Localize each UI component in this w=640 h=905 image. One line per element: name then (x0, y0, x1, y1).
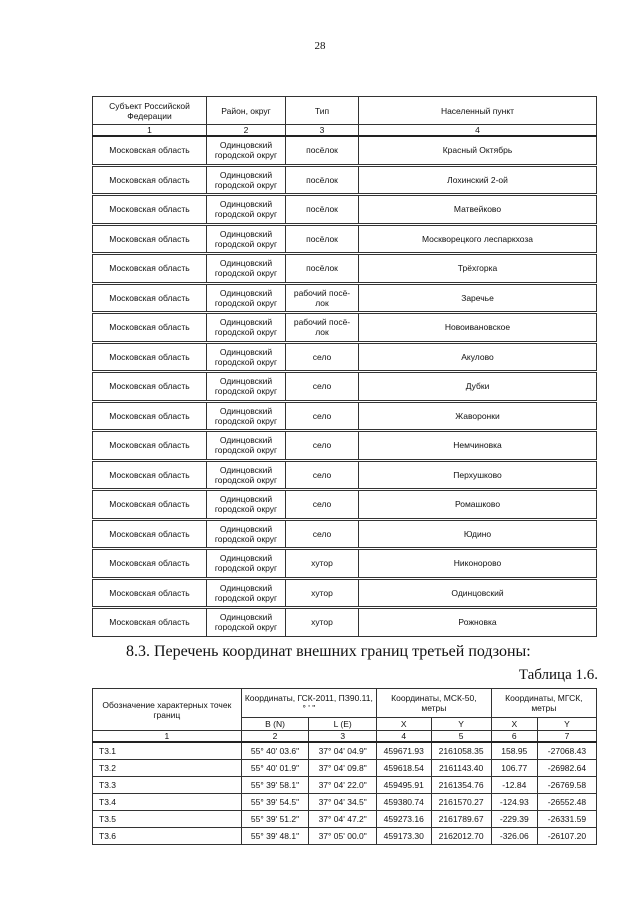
table-row (93, 314, 597, 342)
section-heading: 8.3. Перечень координат внешних границ третьей подзоны: (126, 643, 531, 660)
cell-district: Одинцовский городской округ (207, 432, 286, 460)
table-row (93, 811, 597, 828)
table-row (93, 794, 597, 811)
cell-type: село (286, 343, 359, 371)
cell-type: рабочий посё-лок (286, 284, 359, 312)
cell-subject: Московская область (93, 373, 207, 401)
cell-subject: Московская область (93, 136, 207, 164)
cell-type: рабочий посё-лок (286, 314, 359, 342)
cell-point: Т3.5 (93, 811, 242, 828)
cell-settlement: Заречье (359, 284, 597, 312)
table-row (93, 491, 597, 519)
cell-type: хутор (286, 609, 359, 637)
cell-point: Т3.3 (93, 777, 242, 794)
cell-coordinate: 37° 04' 22.0" (309, 777, 377, 794)
cell-subject: Московская область (93, 255, 207, 283)
cell-subject: Московская область (93, 196, 207, 224)
table-row (93, 742, 597, 760)
cell-settlement: Одинцовский (359, 579, 597, 607)
table-row (93, 284, 597, 312)
cell-type: посёлок (286, 136, 359, 164)
cell-coordinate: -26331.59 (537, 811, 596, 828)
cell-subject: Московская область (93, 284, 207, 312)
table-row (93, 550, 597, 578)
cell-subject: Московская область (93, 550, 207, 578)
cell-coordinate: 158.95 (491, 742, 537, 760)
column-number: 2 (207, 125, 286, 137)
cell-type: село (286, 461, 359, 489)
column-number: 2 (241, 731, 309, 743)
cell-subject: Московская область (93, 491, 207, 519)
table-row (93, 225, 597, 253)
cell-settlement: Красный Октябрь (359, 136, 597, 164)
cell-point: Т3.1 (93, 742, 242, 760)
cell-coordinate: -124.93 (491, 794, 537, 811)
cell-settlement: Матвейково (359, 196, 597, 224)
cell-coordinate: 55° 40' 01.9" (241, 760, 309, 777)
header-settlement: Населенный пункт (359, 97, 597, 125)
cell-coordinate: 55° 40' 03.6" (241, 742, 309, 760)
cell-subject: Московская область (93, 402, 207, 430)
cell-coordinate: 2161789.67 (431, 811, 491, 828)
table-row (93, 760, 597, 777)
cell-settlement: Рожновка (359, 609, 597, 637)
cell-district: Одинцовский городской округ (207, 284, 286, 312)
subheader: Y (431, 718, 491, 731)
table-row (93, 520, 597, 548)
table-label: Таблица 1.6. (518, 667, 598, 683)
subheader: L (E) (309, 718, 377, 731)
cell-subject: Московская область (93, 520, 207, 548)
cell-coordinate: 459273.16 (377, 811, 431, 828)
cell-subject: Московская область (93, 579, 207, 607)
cell-district: Одинцовский городской округ (207, 196, 286, 224)
cell-coordinate: 37° 05' 00.0" (309, 828, 377, 845)
cell-district: Одинцовский городской округ (207, 491, 286, 519)
cell-coordinate: 55° 39' 54.5" (241, 794, 309, 811)
cell-settlement: Никонорово (359, 550, 597, 578)
cell-settlement: Жаворонки (359, 402, 597, 430)
subheader: X (377, 718, 431, 731)
column-number: 6 (491, 731, 537, 743)
cell-coordinate: -229.39 (491, 811, 537, 828)
cell-district: Одинцовский городской округ (207, 373, 286, 401)
cell-district: Одинцовский городской округ (207, 579, 286, 607)
cell-coordinate: -12.84 (491, 777, 537, 794)
header-msk: Координаты, МСК-50, метры (377, 689, 492, 718)
cell-subject: Московская область (93, 343, 207, 371)
cell-type: посёлок (286, 166, 359, 194)
cell-point: Т3.2 (93, 760, 242, 777)
cell-coordinate: 459173.30 (377, 828, 431, 845)
cell-coordinate: 2161354.76 (431, 777, 491, 794)
cell-type: хутор (286, 550, 359, 578)
page-number: 28 (314, 40, 326, 52)
column-number: 3 (309, 731, 377, 743)
subheader: B (N) (241, 718, 309, 731)
column-number: 1 (93, 125, 207, 137)
table-row (93, 828, 597, 845)
cell-subject: Московская область (93, 461, 207, 489)
cell-type: село (286, 432, 359, 460)
cell-coordinate: 55° 39' 58.1" (241, 777, 309, 794)
table-row (93, 343, 597, 371)
cell-coordinate: 459495.91 (377, 777, 431, 794)
cell-district: Одинцовский городской округ (207, 136, 286, 164)
table-row (93, 255, 597, 283)
subheader: Y (537, 718, 596, 731)
cell-coordinate: -26982.64 (537, 760, 596, 777)
cell-type: село (286, 373, 359, 401)
table-row (93, 373, 597, 401)
cell-coordinate: 106.77 (491, 760, 537, 777)
header-gsk: Координаты, ГСК-2011, ПЗ90.11, ° ' " (241, 689, 376, 718)
cell-type: село (286, 520, 359, 548)
column-number: 4 (377, 731, 431, 743)
coordinates-table (92, 688, 597, 845)
column-number: 4 (359, 125, 597, 137)
cell-coordinate: 2161570.27 (431, 794, 491, 811)
header-district: Район, округ (207, 97, 286, 125)
cell-subject: Московская область (93, 225, 207, 253)
cell-subject: Московская область (93, 609, 207, 637)
cell-coordinate: -326.06 (491, 828, 537, 845)
table-row (93, 461, 597, 489)
table-row (93, 166, 597, 194)
cell-type: хутор (286, 579, 359, 607)
cell-settlement: Перхушково (359, 461, 597, 489)
table-row (93, 609, 597, 637)
cell-settlement: Москворецкого леспаркхоза (359, 225, 597, 253)
cell-district: Одинцовский городской округ (207, 314, 286, 342)
cell-type: посёлок (286, 225, 359, 253)
cell-coordinate: -26769.58 (537, 777, 596, 794)
settlements-table (92, 96, 597, 637)
cell-district: Одинцовский городской округ (207, 402, 286, 430)
subheader: X (491, 718, 537, 731)
cell-point: Т3.6 (93, 828, 242, 845)
column-number: 1 (93, 731, 242, 743)
cell-settlement: Ромашково (359, 491, 597, 519)
cell-settlement: Юдино (359, 520, 597, 548)
cell-type: село (286, 402, 359, 430)
cell-coordinate: 37° 04' 09.8" (309, 760, 377, 777)
header-subject: Субъект Российской Федерации (93, 97, 207, 125)
cell-settlement: Новоивановское (359, 314, 597, 342)
table-row (93, 196, 597, 224)
cell-coordinate: 2162012.70 (431, 828, 491, 845)
table-row (93, 579, 597, 607)
cell-settlement: Дубки (359, 373, 597, 401)
cell-district: Одинцовский городской округ (207, 609, 286, 637)
cell-coordinate: 37° 04' 04.9" (309, 742, 377, 760)
header-type: Тип (286, 97, 359, 125)
cell-coordinate: 2161058.35 (431, 742, 491, 760)
cell-type: посёлок (286, 196, 359, 224)
cell-coordinate: 2161143.40 (431, 760, 491, 777)
cell-subject: Московская область (93, 314, 207, 342)
cell-coordinate: -26552.48 (537, 794, 596, 811)
cell-subject: Московская область (93, 166, 207, 194)
cell-district: Одинцовский городской округ (207, 461, 286, 489)
cell-district: Одинцовский городской округ (207, 166, 286, 194)
cell-district: Одинцовский городской округ (207, 550, 286, 578)
cell-settlement: Лохинский 2-ой (359, 166, 597, 194)
cell-type: посёлок (286, 255, 359, 283)
cell-settlement: Немчиновка (359, 432, 597, 460)
column-number: 5 (431, 731, 491, 743)
cell-subject: Московская область (93, 432, 207, 460)
cell-coordinate: 459618.54 (377, 760, 431, 777)
table-row (93, 432, 597, 460)
header-point: Обозначение характерных точек границ (93, 689, 242, 731)
cell-coordinate: 37° 04' 34.5" (309, 794, 377, 811)
cell-coordinate: 459380.74 (377, 794, 431, 811)
column-number: 3 (286, 125, 359, 137)
cell-coordinate: -27068.43 (537, 742, 596, 760)
cell-coordinate: 459671.93 (377, 742, 431, 760)
cell-settlement: Трёхгорка (359, 255, 597, 283)
cell-coordinate: 37° 04' 47.2" (309, 811, 377, 828)
cell-district: Одинцовский городской округ (207, 343, 286, 371)
cell-settlement: Акулово (359, 343, 597, 371)
table-row (93, 777, 597, 794)
cell-district: Одинцовский городской округ (207, 225, 286, 253)
cell-district: Одинцовский городской округ (207, 520, 286, 548)
cell-point: Т3.4 (93, 794, 242, 811)
cell-type: село (286, 491, 359, 519)
cell-coordinate: -26107.20 (537, 828, 596, 845)
table-row (93, 402, 597, 430)
cell-coordinate: 55° 39' 48.1" (241, 828, 309, 845)
column-number: 7 (537, 731, 596, 743)
cell-district: Одинцовский городской округ (207, 255, 286, 283)
cell-coordinate: 55° 39' 51.2" (241, 811, 309, 828)
table-row (93, 136, 597, 164)
header-mgsk: Координаты, МГСК, метры (491, 689, 596, 718)
